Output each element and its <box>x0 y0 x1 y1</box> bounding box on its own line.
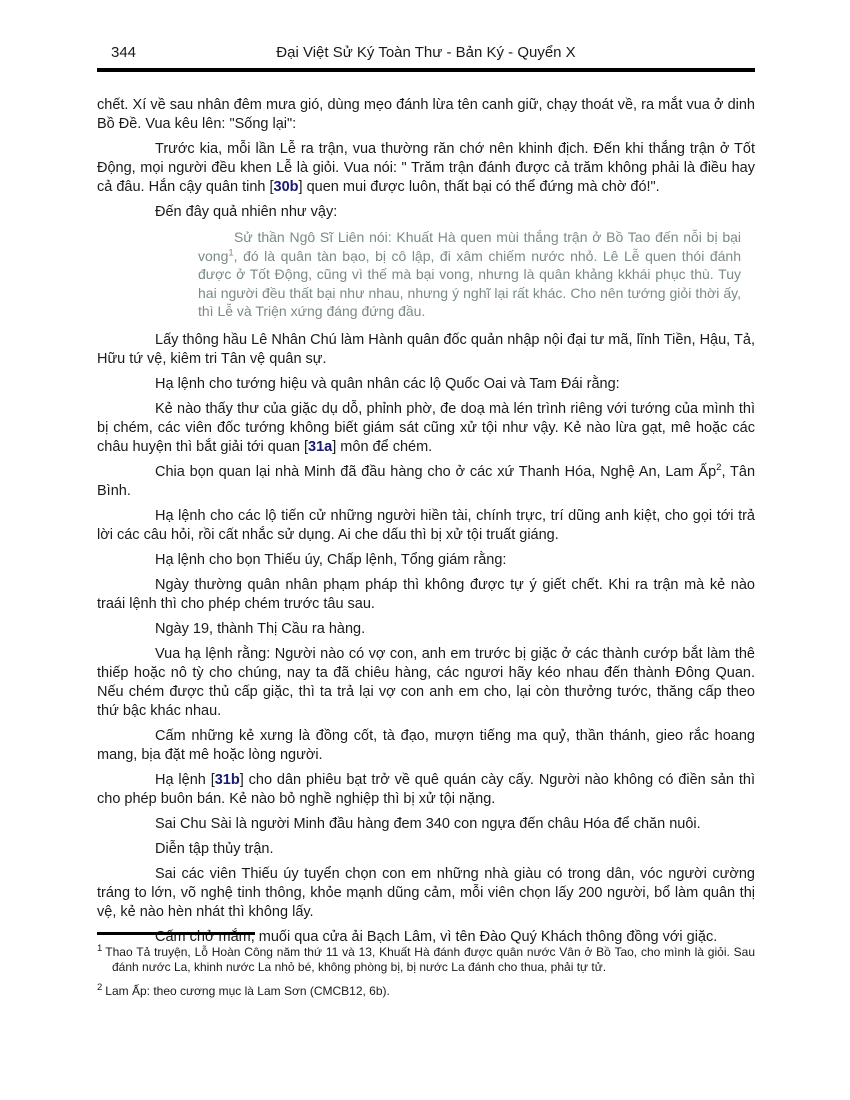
paragraph: Trước kia, mỗi lần Lễ ra trận, vua thường răn chớ nên khinh địch. Đến khi thắng trận ở Tốt Động, mọi người đều khen Lễ là giỏi. Vua nói: " Trăm trận đánh được cả trăm không phải là điều hay cả đâu. Hắn cậy quân tinh [30b] quen mui được luôn, thất bại có thể đứng mà chờ đó!". <box>97 141 755 195</box>
footnotes-section <box>97 932 755 1008</box>
paragraph: Kẻ nào thấy thư của giặc dụ dỗ, phỉnh phờ, đe doạ mà lén trình riêng với tướng của mình thì bị chém, các viên đốc tướng không biết giám sát cũng xử tội như vậy. Kẻ nào lừa gạt, mê hoặc các châu huyện thì bắt giải tới quan [31a] môn để chém. <box>97 400 755 455</box>
historian-comment-quote: Sử thần Ngô Sĩ Liên nói: Khuất Hà quen mùi thắng trận ở Bồ Tao đến nỗi bị bại vong$^1$, đó là quân tàn bạo, bị cô lập, đi xâm chiếm nước nhỏ. Lê Lễ quen thói đánh được ở Tốt Động, cũng vì thế mà bại vong, nhưng là quân khảng kkhái phục thù. Tuy hai người đều thất bại như nhau, nhưng ý nghĩ lại rất khác. Cho nên tướng giỏi thời ấy, thì Lễ và Triện xứng đáng đứng đầu. <box>198 229 741 319</box>
footnote: $^2$ Lam Ấp: theo cương mục là Lam Sơn (CMCB12, 6b). <box>97 982 390 998</box>
footnote-marker: 1 <box>228 246 234 258</box>
footnote: $^1$ Thao Tả truyện, Lỗ Hoàn Công năm thứ 11 và 13, Khuất Hà đánh được quân nước Vân ở Bồ Tao, cho mình là giỏi. Sau đánh nước La, khinh nước La nhỏ bé, không phòng bị, bị nước La đánh cho thua, phải tự tử. <box>97 943 755 974</box>
page-header <box>97 44 755 64</box>
paragraph: Chia bọn quan lại nhà Minh đã đầu hàng cho ở các xứ Thanh Hóa, Nghệ An, Lam Ấp$^2$, Tân Bình. <box>97 461 756 499</box>
folio-reference: 31b <box>214 771 240 788</box>
footnote-marker: 2 <box>97 982 103 993</box>
paragraph: Ngày thường quân nhân phạm pháp thì không được tự ý giết chết. Khi ra trận mà kẻ nào traái lệnh thì cho phép chém trước tâu sau. <box>97 576 755 612</box>
paragraph: Hạ lệnh [31b] cho dân phiêu bạt trở về quê quán cày cấy. Người nào không có điền sản thì cho phép buôn bán. Kẻ nào bỏ nghề nghiệp thì bị xử tội nặng. <box>97 771 755 807</box>
paragraph: Hạ lệnh cho tướng hiệu và quân nhân các lộ Quốc Oai và Tam Đái rằng: <box>155 375 620 392</box>
page-title: Đại Việt Sử Ký Toàn Thư - Bản Ký - Quyển X <box>276 44 576 61</box>
paragraph: chết. Xí về sau nhân đêm mưa gió, dùng mẹo đánh lừa tên canh giữ, chạy thoát về, ra mắt vua ở dinh Bồ Đề. Vua kêu lên: "Sống lại": <box>97 97 755 132</box>
page-number: 344 <box>111 44 137 61</box>
folio-reference: 30b <box>273 179 299 195</box>
paragraph: Sai các viên Thiếu úy tuyển chọn con em những nhà giàu có trong dân, vóc người cường tráng to lớn, võ nghệ tinh thông, khỏe mạnh dũng cảm, mỗi viên chọn lấy 200 người, bổ làm quân thị vệ, kẻ nào hèn nhát thì không lấy. <box>97 865 755 920</box>
page-body <box>97 96 755 947</box>
paragraph: Lấy thông hầu Lê Nhân Chú làm Hành quân đốc quản nhập nội đại tư mã, lĩnh Tiền, Hậu, Tả, Hữu tứ vệ, kiêm tri Tân vệ quân sự. <box>97 331 755 367</box>
paragraph: Đến đây quả nhiên như vậy: <box>155 204 338 220</box>
paragraph: Ngày 19, thành Thị Cầu ra hàng. <box>155 620 366 637</box>
paragraph: Sai Chu Sài là người Minh đầu hàng đem 340 con ngựa đến châu Hóa để chăn nuôi. <box>155 815 701 832</box>
footnote-marker: 1 <box>97 943 103 954</box>
paragraph: Vua hạ lệnh rằng: Người nào có vợ con, anh em trước bị giặc ở các thành cướp bắt làm thê thiếp hoặc nô tỳ cho chúng, nay ta đã chiêu hàng, các ngươi hãy kéo nhau đến thành Đông Quan. Nếu chém được thủ cấp giặc, thì ta trả lại vợ con anh em cho, lại còn thưởng tước, thăng cấp theo thứ bậc khác nhau. <box>97 645 755 719</box>
footnote-marker: 2 <box>716 461 722 473</box>
paragraph: Hạ lệnh cho các lộ tiến cử những người hiền tài, chính trực, trí dũng anh kiệt, cho gọi tới trả lời các câu hỏi, rồi cất nhắc sử dụng. Ai che dấu thì bị xử tội truất giáng. <box>97 507 755 543</box>
header-rule <box>97 68 755 72</box>
footnote-list <box>97 945 755 999</box>
footnote-separator <box>97 932 255 935</box>
paragraph: Hạ lệnh cho bọn Thiếu úy, Chấp lệnh, Tổng giám rằng: <box>155 551 507 568</box>
folio-reference: 31a <box>308 438 333 455</box>
paragraph: Cấm chở mắm, muối qua cửa ải Bạch Lâm, vì tên Đào Quý Khách thông đồng với giặc. <box>155 928 718 945</box>
paragraph: Diễn tập thủy trận. <box>155 840 274 857</box>
paragraph: Cấm những kẻ xưng là đồng cốt, tà đạo, mượn tiếng ma quỷ, thần thánh, gieo rắc hoang mang, bịa đặt mê hoặc lòng người. <box>97 727 755 763</box>
